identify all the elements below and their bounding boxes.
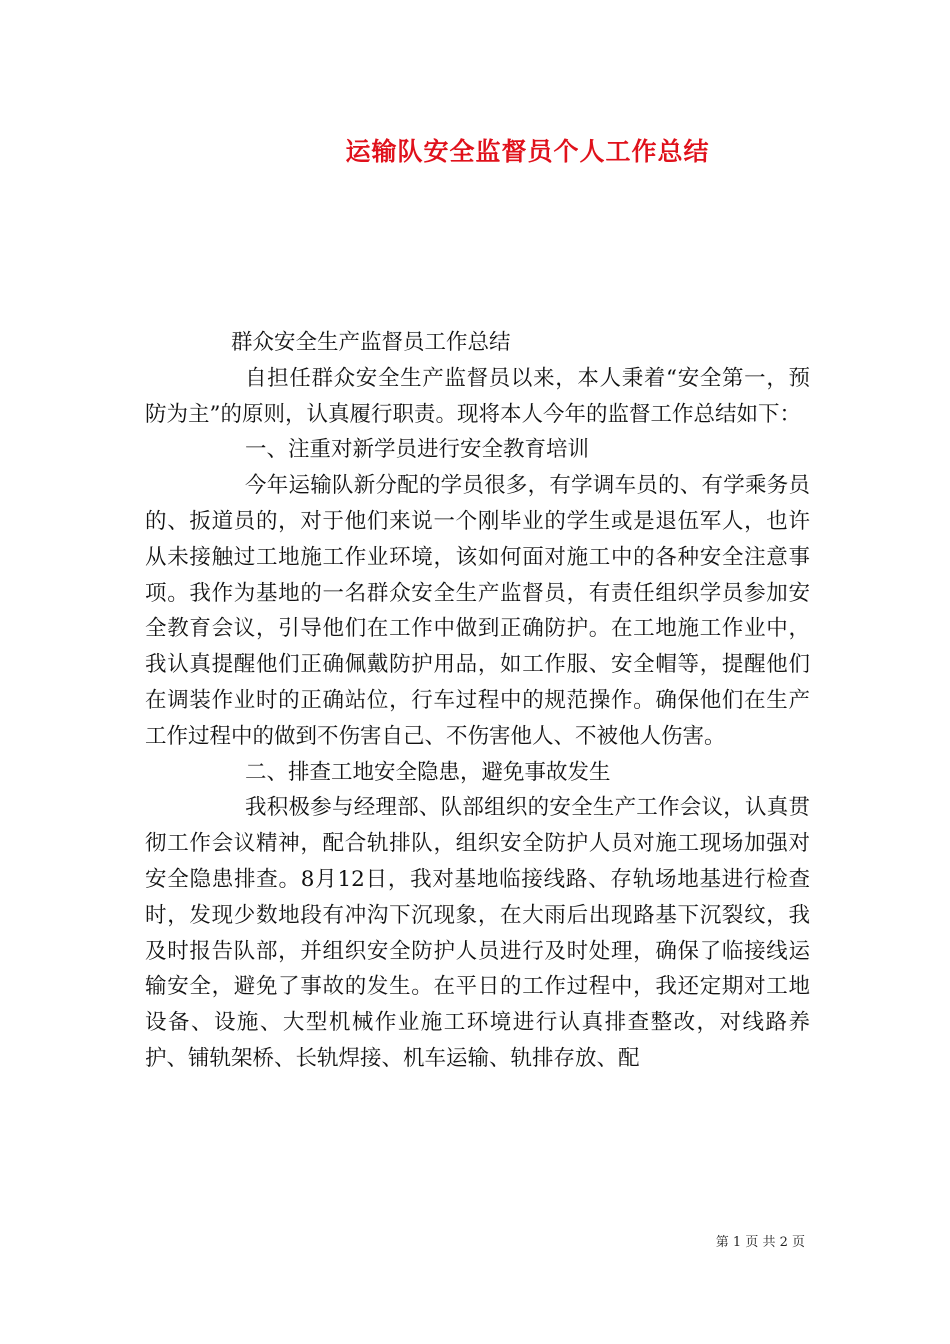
section-2-paragraph: 我积极参与经理部、队部组织的安全生产工作会议，认真贯彻工作会议精神，配合轨排队，组织安全防护人员对施工现场加强对安全隐患排查。8月12日，我对基地临接线路、存轨场地基进行检查时，发现少数地段有冲沟下沉现象，在大雨后出现路基下沉裂纹，我及时报告队部，并组织安全防护人员进行及时处理，确保了临接线运输安全，避免了事故的发生。在平日的工作过程中，我还定期对工地设备、设施、大型机械作业施工环境进行认真排查整改，对线路养护、铺轨架桥、长轨焊接、机车运输、轨排存放、配 xyxy=(145,795,810,1071)
document-title: 运输队安全监督员个人工作总结 xyxy=(345,137,710,166)
page-number: 第 1 页 共 2 页 xyxy=(715,1235,805,1250)
document-body xyxy=(145,325,810,1077)
document-subtitle: 群众安全生产监督员工作总结 xyxy=(231,330,511,355)
intro-paragraph: 自担任群众安全生产监督员以来，本人秉着“安全第一，预防为主”的原则，认真履行职责。现将本人今年的监督工作总结如下： xyxy=(145,365,810,427)
section-2-heading: 二、排查工地安全隐患，避免事故发生 xyxy=(245,759,611,785)
section-1-heading: 一、注重对新学员进行安全教育培训 xyxy=(245,437,590,463)
section-1-paragraph: 今年运输队新分配的学员很多，有学调车员的、有学乘务员的、扳道员的，对于他们来说一个刚毕业的学生或是退伍军人，也许从未接触过工地施工作业环境，该如何面对施工中的各种安全注意事项。我作为基地的一名群众安全生产监督员，有责任组织学员参加安全教育会议，引导他们在工作中做到正确防护。在工地施工作业中，我认真提醒他们正确佩戴防护用品，如工作服、安全帽等，提醒他们在调装作业时的正确站位，行车过程中的规范操作。确保他们在生产工作过程中的做到不伤害自己、不伤害他人、不被他人伤害。 xyxy=(145,473,810,749)
